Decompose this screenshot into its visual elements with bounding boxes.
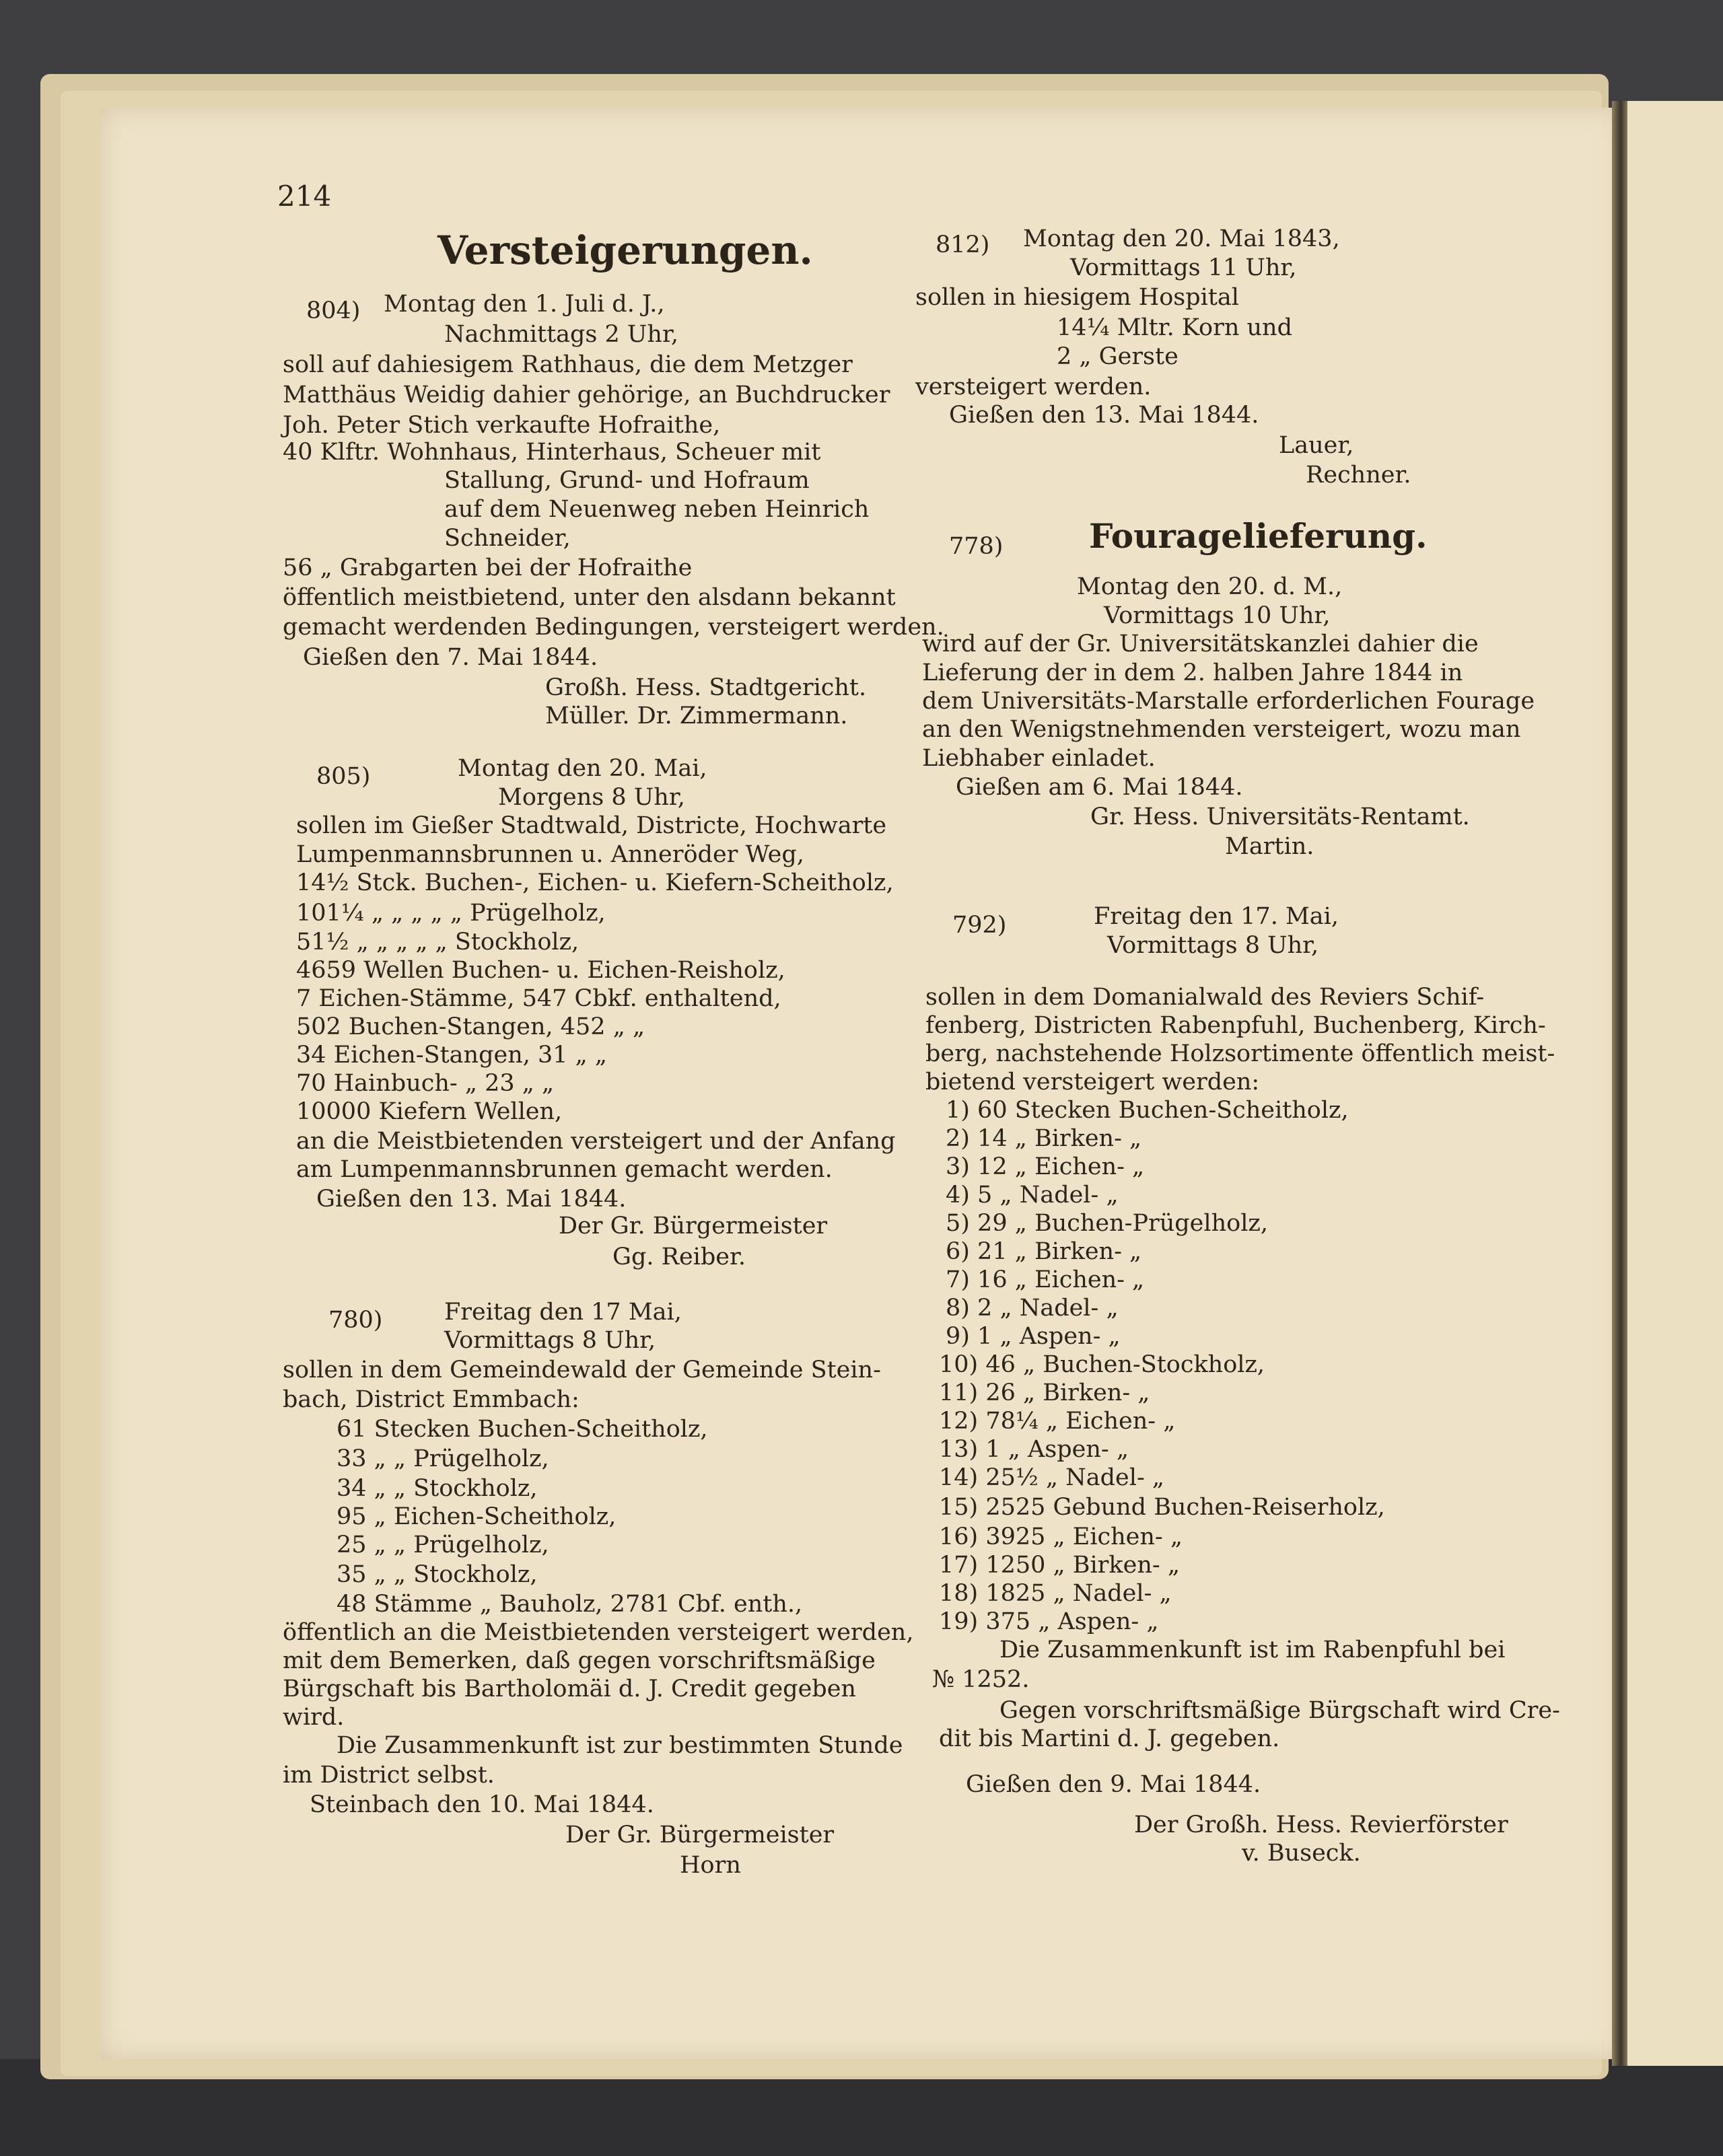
- notice-line: Gießen den 9. Mai 1844.: [966, 1771, 1261, 1798]
- notice-heading: Fouragelieferung.: [1089, 516, 1428, 556]
- notice-number: 812): [936, 231, 990, 258]
- notice-line: 4) 5 „ Nadel- „: [946, 1182, 1119, 1209]
- notice-line: auf dem Neuenweg neben Heinrich: [444, 496, 870, 523]
- notice-line: Joh. Peter Stich verkaufte Hofraithe,: [283, 412, 721, 439]
- notice-line: öffentlich meistbietend, unter den alsdann bekannt: [283, 584, 896, 611]
- notice-line: 5) 29 „ Buchen-Prügelholz,: [946, 1210, 1268, 1237]
- notice-line: sollen in dem Domanialwald des Reviers Schif-: [925, 984, 1485, 1011]
- notice-line: Lieferung der in dem 2. halben Jahre 1844 in: [922, 659, 1463, 686]
- notice-line: Gießen den 7. Mai 1844.: [303, 644, 598, 671]
- notice-line: 6) 21 „ Birken- „: [946, 1238, 1142, 1265]
- notice-line: 9) 1 „ Aspen- „: [946, 1323, 1121, 1350]
- notice-line: sollen in dem Gemeindewald der Gemeinde Stein-: [283, 1357, 881, 1384]
- notice-line: 3) 12 „ Eichen- „: [946, 1153, 1145, 1180]
- notice-line: Rechner.: [1306, 462, 1411, 489]
- notice-line: Montag den 1. Juli d. J.,: [384, 291, 665, 318]
- notice-line: 10) 46 „ Buchen-Stockholz,: [939, 1351, 1265, 1378]
- notice-line: Der Großh. Hess. Revierförster: [1134, 1811, 1508, 1838]
- section-heading: Versteigerungen.: [437, 227, 813, 273]
- notice-line: 14¼ Mltr. Korn und: [1057, 314, 1292, 341]
- notice-number: 792): [952, 912, 1007, 939]
- notice-line: 18) 1825 „ Nadel- „: [939, 1580, 1172, 1607]
- notice-line: versteigert werden.: [915, 373, 1152, 400]
- notice-line: am Lumpenmannsbrunnen gemacht werden.: [296, 1156, 833, 1183]
- notice-line: Gr. Hess. Universitäts-Rentamt.: [1090, 803, 1470, 830]
- notice-line: Freitag den 17. Mai,: [1094, 903, 1339, 930]
- notice-line: 502 Buchen-Stangen, 452 „ „: [296, 1013, 645, 1040]
- notice-line: Bürgschaft bis Bartholomäi d. J. Credit gegeben: [283, 1676, 856, 1702]
- notice-line: 13) 1 „ Aspen- „: [939, 1436, 1129, 1463]
- notice-line: Vormittags 8 Uhr,: [1107, 932, 1319, 959]
- notice-number: 804): [306, 297, 361, 324]
- notice-line: öffentlich an die Meistbietenden versteigert werden,: [283, 1619, 914, 1646]
- notice-line: berg, nachstehende Holzsortimente öffentlich meist-: [925, 1040, 1555, 1067]
- facing-page-edge: [1627, 101, 1723, 2066]
- notice-line: Die Zusammenkunft ist zur bestimmten Stunde: [337, 1732, 903, 1759]
- notice-line: wird auf der Gr. Universitätskanzlei dahier die: [922, 631, 1479, 657]
- notice-line: Liebhaber einladet.: [922, 745, 1156, 772]
- notice-line: Steinbach den 10. Mai 1844.: [310, 1791, 654, 1818]
- notice-line: 35 „ „ Stockholz,: [337, 1561, 538, 1588]
- notice-line: 48 Stämme „ Bauholz, 2781 Cbf. enth.,: [337, 1591, 803, 1618]
- notice-line: bach, District Emmbach:: [283, 1386, 579, 1413]
- notice-line: Vormittags 8 Uhr,: [444, 1327, 656, 1354]
- notice-line: an die Meistbietenden versteigert und der Anfang: [296, 1128, 896, 1155]
- notice-number: 780): [328, 1307, 383, 1334]
- notice-line: Martin.: [1225, 833, 1314, 860]
- notice-line: Der Gr. Bürgermeister: [565, 1822, 835, 1848]
- notice-line: Schneider,: [444, 525, 571, 552]
- notice-line: 34 „ „ Stockholz,: [337, 1475, 538, 1502]
- notice-line: Der Gr. Bürgermeister: [559, 1213, 828, 1239]
- notice-line: 14½ Stck. Buchen-, Eichen- u. Kiefern-Scheitholz,: [296, 869, 894, 896]
- notice-line: 2 „ Gerste: [1057, 343, 1179, 370]
- notice-line: 19) 375 „ Aspen- „: [939, 1608, 1159, 1635]
- notice-line: 34 Eichen-Stangen, 31 „ „: [296, 1042, 608, 1069]
- notice-line: Gießen den 13. Mai 1844.: [316, 1186, 627, 1213]
- notice-line: Nachmittags 2 Uhr,: [444, 321, 678, 348]
- notice-line: 8) 2 „ Nadel- „: [946, 1295, 1119, 1322]
- notice-line: Gegen vorschriftsmäßige Bürgschaft wird Cre-: [999, 1697, 1560, 1724]
- notice-line: Die Zusammenkunft ist im Rabenpfuhl bei: [999, 1637, 1506, 1663]
- notice-line: Lauer,: [1279, 432, 1354, 459]
- notice-line: v. Buseck.: [1242, 1840, 1361, 1867]
- notice-line: wird.: [283, 1704, 345, 1731]
- notice-line: dit bis Martini d. J. gegeben.: [939, 1725, 1280, 1752]
- notice-line: 61 Stecken Buchen-Scheitholz,: [337, 1416, 708, 1443]
- notice-line: bietend versteigert werden:: [925, 1069, 1260, 1095]
- notice-line: sollen in hiesigem Hospital: [915, 284, 1239, 311]
- notice-line: an den Wenigstnehmenden versteigert, wozu man: [922, 716, 1521, 743]
- notice-line: 17) 1250 „ Birken- „: [939, 1552, 1180, 1579]
- notice-line: Matthäus Weidig dahier gehörige, an Buchdrucker: [283, 382, 890, 408]
- notice-line: № 1252.: [932, 1666, 1030, 1693]
- notice-line: Lumpenmannsbrunnen u. Anneröder Weg,: [296, 841, 804, 868]
- notice-line: Freitag den 17 Mai,: [444, 1299, 682, 1326]
- notice-line: Vormittags 10 Uhr,: [1104, 602, 1331, 629]
- notice-line: Montag den 20. d. M.,: [1077, 573, 1343, 600]
- notice-line: Großh. Hess. Stadtgericht.: [545, 674, 867, 701]
- notice-line: 33 „ „ Prügelholz,: [337, 1445, 549, 1472]
- notice-line: Stallung, Grund- und Hofraum: [444, 467, 810, 494]
- notice-line: 10000 Kiefern Wellen,: [296, 1098, 563, 1125]
- notice-line: Müller. Dr. Zimmermann.: [545, 703, 848, 729]
- notice-line: Gießen den 13. Mai 1844.: [949, 402, 1259, 429]
- notice-line: Gießen am 6. Mai 1844.: [956, 774, 1243, 801]
- notice-line: Horn: [680, 1852, 741, 1879]
- notice-number: 805): [316, 763, 371, 790]
- notice-line: soll auf dahiesigem Rathhaus, die dem Metzger: [283, 351, 853, 378]
- notice-line: mit dem Bemerken, daß gegen vorschriftsmäßige: [283, 1647, 876, 1674]
- notice-line: 51½ „ „ „ „ „ Stockholz,: [296, 929, 579, 956]
- notice-line: 14) 25½ „ Nadel- „: [939, 1464, 1165, 1491]
- notice-line: 4659 Wellen Buchen- u. Eichen-Reisholz,: [296, 957, 785, 984]
- notice-line: gemacht werdenden Bedingungen, versteigert werden.: [283, 614, 944, 641]
- notice-line: Vormittags 11 Uhr,: [1070, 254, 1297, 281]
- notice-line: 95 „ Eichen-Scheitholz,: [337, 1503, 617, 1530]
- notice-line: 56 „ Grabgarten bei der Hofraithe: [283, 554, 693, 581]
- notice-line: sollen im Gießer Stadtwald, Districte, Hochwarte: [296, 812, 887, 839]
- page-number: 214: [277, 180, 332, 213]
- notice-line: im District selbst.: [283, 1762, 495, 1789]
- notice-line: dem Universitäts-Marstalle erforderlichen Fourage: [922, 688, 1535, 715]
- notice-line: Montag den 20. Mai,: [458, 755, 707, 782]
- notice-line: 16) 3925 „ Eichen- „: [939, 1523, 1183, 1550]
- notice-line: 2) 14 „ Birken- „: [946, 1125, 1142, 1152]
- notice-line: Gg. Reiber.: [612, 1244, 746, 1270]
- notice-line: 7) 16 „ Eichen- „: [946, 1266, 1145, 1293]
- notice-line: 25 „ „ Prügelholz,: [337, 1532, 549, 1558]
- notice-line: Montag den 20. Mai 1843,: [1023, 225, 1340, 252]
- notice-line: 11) 26 „ Birken- „: [939, 1379, 1150, 1406]
- notice-line: 7 Eichen-Stämme, 547 Cbkf. enthaltend,: [296, 985, 781, 1012]
- notice-line: fenberg, Districten Rabenpfuhl, Buchenberg, Kirch-: [925, 1012, 1546, 1039]
- notice-line: 40 Klftr. Wohnhaus, Hinterhaus, Scheuer mit: [283, 439, 821, 466]
- notice-line: Morgens 8 Uhr,: [498, 784, 685, 811]
- notice-line: 15) 2525 Gebund Buchen-Reiserholz,: [939, 1494, 1385, 1521]
- notice-line: 12) 78¼ „ Eichen- „: [939, 1408, 1176, 1435]
- notice-line: 70 Hainbuch- „ 23 „ „: [296, 1070, 555, 1097]
- notice-number: 778): [949, 533, 1004, 560]
- notice-line: 1) 60 Stecken Buchen-Scheitholz,: [946, 1097, 1349, 1124]
- notice-line: 101¼ „ „ „ „ „ Prügelholz,: [296, 900, 606, 927]
